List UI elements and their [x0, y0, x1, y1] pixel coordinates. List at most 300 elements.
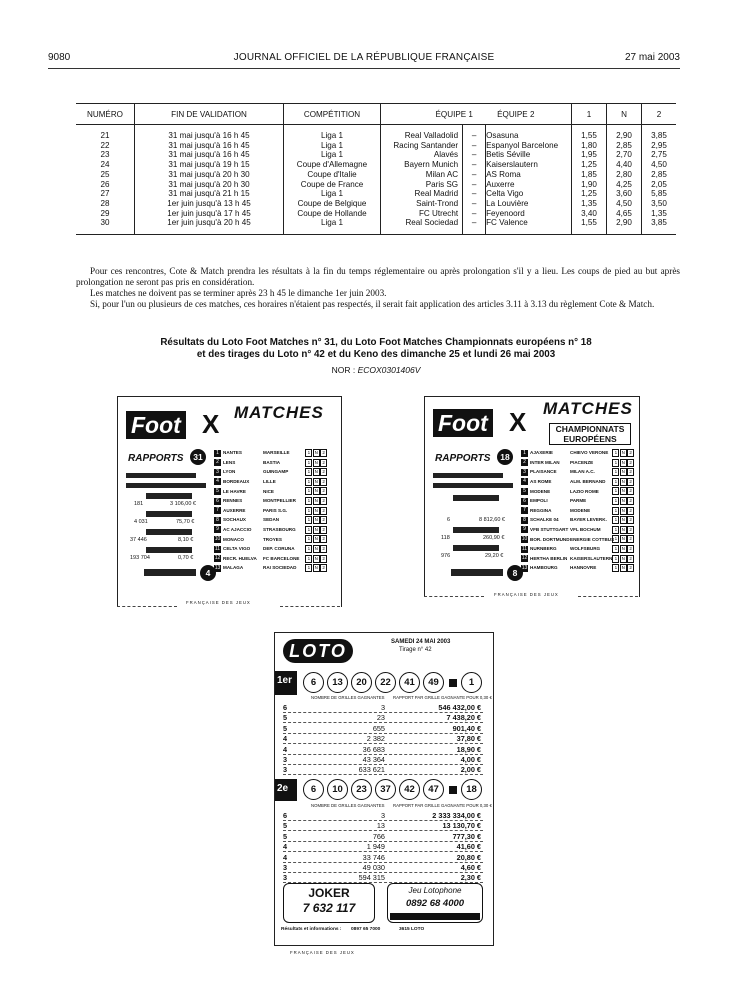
drawn-ball: 23 — [351, 779, 372, 800]
rank: 5 — [283, 831, 288, 841]
team-separator: – — [463, 209, 486, 219]
match-index: 10 — [521, 535, 528, 542]
table-row — [76, 189, 676, 199]
col-header: COMPÉTITION — [284, 104, 381, 125]
winner-count: 1 949 — [366, 842, 385, 852]
match-odds-table — [76, 103, 676, 235]
match-row — [521, 497, 634, 505]
odds-2: 2,05 — [642, 180, 677, 190]
loto-ticket — [274, 632, 494, 946]
validation-end: 31 mai jusqu'à 19 h 15 — [135, 160, 284, 170]
result-boxes: 1 N 2 — [612, 487, 634, 495]
drawn-ball: 22 — [375, 672, 396, 693]
draw2-label: 2e — [277, 783, 289, 794]
result-boxes: 1 N 2 — [305, 535, 327, 543]
match-row — [214, 564, 327, 572]
odds-n: 4,25 — [607, 180, 642, 190]
odds-n: 3,60 — [607, 189, 642, 199]
result-boxes: 1 N 2 — [612, 449, 634, 457]
draw1-label: 1er — [277, 675, 293, 686]
home-team: AUXERRE — [223, 507, 246, 513]
home-team: BOR. DORTMUND — [530, 536, 570, 542]
prize-row — [283, 811, 483, 821]
odds-1: 1,90 — [572, 180, 607, 190]
drawn-ball: 6 — [303, 779, 324, 800]
prize-band — [146, 511, 192, 517]
away-team: LILLE — [263, 479, 276, 485]
lotophone-band — [390, 913, 480, 920]
result-boxes: 1 N 2 — [305, 449, 327, 457]
loto-foot-ticket-31 — [117, 396, 342, 607]
away-team: PIACENZE — [570, 459, 594, 465]
validation-end: 31 mai jusqu'à 16 h 45 — [135, 125, 284, 141]
rank: 5 — [283, 821, 288, 831]
prize-band — [126, 473, 196, 478]
home-team: AJAXERIE — [530, 450, 553, 456]
match-number: 30 — [76, 218, 135, 234]
drawn-ball: 13 — [327, 672, 348, 693]
match-row — [521, 507, 634, 515]
table-row — [76, 170, 676, 180]
match-row — [521, 459, 634, 467]
prize-count: 181 — [134, 501, 144, 507]
away-team: PARME — [570, 498, 587, 504]
match-row — [521, 535, 634, 543]
gain-amount: 13 130,70 € — [442, 821, 481, 831]
winner-count: 766 — [372, 831, 385, 841]
validation-end: 31 mai jusqu'à 20 h 30 — [135, 170, 284, 180]
away-team: MILAN A.C. — [570, 469, 595, 475]
subtitle-line: EUROPÉENS — [563, 434, 617, 444]
notes — [76, 266, 680, 310]
prize-band — [451, 569, 503, 576]
validation-end: 1er juin jusqu'à 13 h 45 — [135, 199, 284, 209]
complementary-marker — [449, 679, 457, 687]
odds-n: 4,40 — [607, 160, 642, 170]
result-boxes: 1 N 2 — [612, 555, 634, 563]
team-1: Alavés — [381, 150, 463, 160]
prize-row — [283, 745, 483, 755]
gain-amount: 7 438,20 € — [446, 713, 481, 723]
page-header — [48, 52, 680, 66]
away-team: VFL BOCHUM — [570, 527, 601, 533]
home-team: MALAGA — [223, 565, 244, 571]
prize-band — [146, 547, 192, 553]
match-index: 6 — [214, 498, 221, 505]
competition: Coupe de France — [284, 180, 381, 190]
match-index: 12 — [214, 555, 221, 562]
ticket-divider — [578, 596, 638, 597]
column-header: RAPPORT PAR GRILLE GAGNANTE POUR 0,30 € — [393, 695, 492, 700]
match-row — [214, 459, 327, 467]
gain-amount: 4,60 € — [460, 863, 481, 872]
result-boxes: 1 N 2 — [305, 564, 327, 572]
match-row — [521, 564, 634, 572]
match-row — [521, 478, 634, 486]
prize-band — [126, 483, 206, 488]
col-header: N — [607, 104, 642, 125]
lotophone-label: Jeu Lotophone — [408, 886, 462, 895]
away-team: MONTPELLIER — [263, 498, 296, 504]
ticket-divider — [424, 596, 484, 597]
team-2: Kaiserslautern — [486, 160, 572, 170]
team-1: Real Madrid — [381, 189, 463, 199]
gain-amount: 18,90 € — [456, 744, 481, 754]
journal-title: JOURNAL OFFICIEL DE LA RÉPUBLIQUE FRANÇAISE — [233, 52, 495, 63]
team-2: Osasuna — [486, 125, 572, 141]
match-index: 5 — [214, 488, 221, 495]
match-index: 2 — [214, 459, 221, 466]
ticket-title: MATCHES — [543, 399, 633, 418]
rank: 3 — [283, 863, 288, 872]
loto-logo: LOTO — [283, 639, 353, 663]
gain-amount: 37,80 € — [456, 734, 481, 744]
rapports-label: RAPPORTS — [128, 453, 184, 464]
competition: Coupe de Hollande — [284, 209, 381, 219]
result-boxes: 1 N 2 — [305, 459, 327, 467]
winner-count: 33 746 — [362, 852, 385, 862]
x-mark-icon: X — [509, 407, 527, 437]
match-row — [214, 545, 327, 553]
result-boxes: 1 N 2 — [305, 516, 327, 524]
prize-band — [453, 495, 499, 501]
match-row — [521, 526, 634, 534]
prize-count: 37 446 — [130, 537, 147, 543]
match-row — [214, 487, 327, 495]
home-team: CELTA VIGO — [223, 546, 251, 552]
rank: 6 — [283, 811, 288, 820]
team-separator: – — [463, 150, 486, 160]
result-boxes: 1 N 2 — [612, 545, 634, 553]
prize-band — [146, 493, 192, 499]
result-boxes: 1 N 2 — [612, 507, 634, 515]
rank-badge: 4 — [200, 565, 216, 581]
match-index: 1 — [521, 450, 528, 457]
odds-1: 1,35 — [572, 199, 607, 209]
home-team: AC AJACCIO — [223, 527, 252, 533]
col-header: 1 — [572, 104, 607, 125]
odds-1: 1,55 — [572, 218, 607, 234]
odds-1: 1,85 — [572, 170, 607, 180]
home-team: MODENE — [530, 488, 551, 494]
winner-count: 13 — [376, 821, 385, 831]
odds-1: 1,55 — [572, 125, 607, 141]
winner-count: 655 — [372, 723, 385, 733]
prize-row — [283, 873, 483, 883]
rank: 4 — [283, 852, 288, 862]
team-separator: – — [463, 160, 486, 170]
results-title — [76, 337, 676, 361]
match-row — [214, 535, 327, 543]
match-index: 9 — [521, 526, 528, 533]
team-1: Racing Santander — [381, 141, 463, 151]
team-separator: – — [463, 125, 486, 141]
table-row — [76, 160, 676, 170]
team-2: Betis Séville — [486, 150, 572, 160]
team-1: Real Valladolid — [381, 125, 463, 141]
away-team: FC BARCELONE — [263, 555, 300, 561]
nor-code: ECOX0301406V — [357, 365, 421, 375]
home-team: BORDEAUX — [223, 479, 250, 485]
team-1: Saint-Trond — [381, 199, 463, 209]
prize-row — [283, 853, 483, 863]
drawn-ball: 10 — [327, 779, 348, 800]
rank: 6 — [283, 703, 288, 712]
complementary-marker — [449, 786, 457, 794]
match-row — [214, 478, 327, 486]
nor-label: NOR : — [331, 365, 356, 375]
odds-1: 1,80 — [572, 141, 607, 151]
loto-foot-logo: Foot — [433, 409, 493, 437]
rank-badge: 8 — [507, 565, 523, 581]
match-index: 8 — [521, 517, 528, 524]
prize-amount: 3 106,00 € — [170, 501, 196, 507]
odds-2: 2,85 — [642, 170, 677, 180]
odds-2: 1,35 — [642, 209, 677, 219]
winner-count: 3 — [380, 703, 385, 712]
home-team: HAMBOURG — [530, 565, 558, 571]
table-row — [76, 180, 676, 190]
info-minitel: 3615 LOTO — [399, 927, 425, 932]
home-team: AS ROME — [530, 479, 552, 485]
header-rule — [48, 68, 680, 69]
match-row — [521, 545, 634, 553]
result-boxes: 1 N 2 — [612, 497, 634, 505]
competition: Liga 1 — [284, 218, 381, 234]
table-row — [76, 218, 676, 234]
prize-row — [283, 703, 483, 713]
odds-2: 3,85 — [642, 218, 677, 234]
result-boxes: 1 N 2 — [612, 468, 634, 476]
result-boxes: 1 N 2 — [305, 468, 327, 476]
drawn-ball: 41 — [399, 672, 420, 693]
loto-foot-ticket-18 — [424, 396, 640, 597]
team-2: FC Valence — [486, 218, 572, 234]
table-row — [76, 199, 676, 209]
table-header-row — [76, 104, 676, 125]
prize-amount: 29,20 € — [485, 553, 504, 559]
validation-end: 31 mai jusqu'à 16 h 45 — [135, 141, 284, 151]
prize-row — [283, 755, 483, 765]
results-title-line2: et des tirages du Loto n° 42 et du Keno des dimanche 25 et lundi 26 mai 2003 — [196, 349, 556, 360]
odds-2: 3,85 — [642, 125, 677, 141]
fdj-footer: FRANÇAISE DES JEUX — [290, 950, 355, 955]
odds-2: 5,85 — [642, 189, 677, 199]
match-index: 6 — [521, 498, 528, 505]
drawn-ball: 47 — [423, 779, 444, 800]
away-team: MARSEILLE — [263, 450, 290, 456]
prize-band — [144, 569, 196, 576]
home-team: PLAISANCE — [530, 469, 557, 475]
rank: 4 — [283, 744, 288, 754]
competition: Liga 1 — [284, 141, 381, 151]
joker-box — [283, 883, 375, 923]
match-number: 21 — [100, 131, 110, 140]
winner-count: 43 364 — [362, 755, 385, 764]
match-number: 27 — [100, 189, 110, 199]
prize-band — [453, 545, 499, 551]
prize-band — [433, 473, 503, 478]
match-row — [214, 555, 327, 563]
gain-amount: 41,60 € — [456, 842, 481, 852]
match-index: 10 — [214, 535, 221, 542]
table-row — [76, 125, 676, 141]
home-team: EMPOLI — [530, 498, 548, 504]
ticket-title: MATCHES — [234, 403, 324, 422]
match-index: 13 — [214, 564, 221, 571]
home-team: SCHALKE 04 — [530, 517, 559, 523]
rank: 4 — [283, 842, 288, 852]
joker-number: 7 632 117 — [302, 901, 356, 915]
team-2: Auxerre — [486, 180, 572, 190]
team-separator: – — [463, 141, 486, 151]
table-row — [76, 150, 676, 160]
match-index: 13 — [521, 564, 528, 571]
odds-n: 4,65 — [607, 209, 642, 219]
championship-label — [549, 423, 631, 445]
fdj-footer: FRANÇAISE DES JEUX — [494, 592, 559, 597]
match-index: 1 — [214, 450, 221, 457]
odds-1: 1,95 — [572, 150, 607, 160]
away-team: TROYES — [263, 536, 282, 542]
away-team: LAZIO ROME — [570, 488, 599, 494]
match-number: 28 — [100, 198, 110, 208]
match-row — [214, 526, 327, 534]
match-row — [214, 516, 327, 524]
match-index: 4 — [521, 478, 528, 485]
result-boxes: 1 N 2 — [612, 535, 634, 543]
drawn-ball: 37 — [375, 779, 396, 800]
competition: Liga 1 — [284, 125, 381, 141]
match-index: 11 — [214, 545, 221, 552]
col-header: ÉQUIPE 2 — [497, 109, 535, 119]
team-2: Celta Vigo — [486, 189, 572, 199]
odds-n: 2,85 — [607, 141, 642, 151]
prize-amount: 75,70 € — [176, 519, 195, 525]
away-team: HANNOVRE — [570, 565, 597, 571]
loto-foot-logo: Foot — [126, 411, 186, 439]
lotophone-box — [387, 883, 483, 923]
odds-n: 2,90 — [607, 218, 642, 234]
table-row — [76, 209, 676, 219]
odds-2: 3,50 — [642, 199, 677, 209]
note-paragraph: Les matches ne doivent pas se terminer après 23 h 45 le dimanche 1er juin 2003. — [90, 288, 387, 298]
away-team: STRASBOURG — [263, 527, 296, 533]
odds-1: 3,40 — [572, 209, 607, 219]
match-row — [521, 468, 634, 476]
prize-amount: 0,70 € — [178, 555, 194, 561]
odds-n: 4,50 — [607, 199, 642, 209]
result-boxes: 1 N 2 — [305, 478, 327, 486]
away-team: GUINGAMP — [263, 469, 289, 475]
match-row — [214, 497, 327, 505]
home-team: NURNBERG — [530, 546, 557, 552]
away-team: CHIEVO VERONE — [570, 450, 609, 456]
result-boxes: 1 N 2 — [612, 516, 634, 524]
home-team: NANTES — [223, 450, 242, 456]
rank: 5 — [283, 723, 288, 733]
match-index: 2 — [521, 459, 528, 466]
result-boxes: 1 N 2 — [612, 564, 634, 572]
match-index: 9 — [214, 526, 221, 533]
home-team: VFB STUTTGART — [530, 527, 569, 533]
prize-row — [283, 821, 483, 831]
result-boxes: 1 N 2 — [305, 507, 327, 515]
prize-row — [283, 734, 483, 744]
ticket-divider — [117, 606, 177, 607]
odds-1: 1,25 — [572, 160, 607, 170]
odds-2: 2,75 — [642, 150, 677, 160]
col-header: NUMÉRO — [76, 104, 135, 125]
match-row — [521, 555, 634, 563]
page-number: 9080 — [48, 52, 71, 63]
home-team: HERTHA BERLIN — [530, 555, 568, 561]
team-separator: – — [463, 218, 486, 234]
prize-amount: 260,90 € — [483, 535, 505, 541]
winner-count: 3 — [380, 811, 385, 820]
column-header: NOMBRE DE GRILLES GAGNANTES — [311, 695, 385, 700]
odds-n: 2,70 — [607, 150, 642, 160]
away-team: MODENE — [570, 507, 591, 513]
home-team: RENNES — [223, 498, 243, 504]
winner-count: 49 030 — [362, 863, 385, 872]
gain-amount: 4,00 € — [460, 755, 481, 764]
drawn-ball: 42 — [399, 779, 420, 800]
team-2: AS Roma — [486, 170, 572, 180]
note-paragraph: Si, pour l'un ou plusieurs de ces matches, ces horaires n'étaient pas respectés, il serait fait application des articles 3.11 à 3.13 du règlement Cote & Match. — [90, 299, 655, 309]
col-header: FIN DE VALIDATION — [135, 104, 284, 125]
competition: Coupe de Belgique — [284, 199, 381, 209]
match-index: 7 — [214, 507, 221, 514]
home-team: MONACO — [223, 536, 244, 542]
odds-2: 4,50 — [642, 160, 677, 170]
result-boxes: 1 N 2 — [305, 545, 327, 553]
validation-end: 1er juin jusqu'à 20 h 45 — [135, 218, 284, 234]
lotophone-number: 0892 68 4000 — [405, 898, 465, 909]
gain-amount: 2,30 € — [460, 873, 481, 883]
team-1: FC Utrecht — [381, 209, 463, 219]
competition: Liga 1 — [284, 150, 381, 160]
draw-number: Tirage n° 42 — [399, 647, 432, 653]
issue-date: 27 mai 2003 — [624, 52, 680, 63]
home-team: SOCHAUX — [223, 517, 246, 523]
prize-count: 4 031 — [134, 519, 148, 525]
col-header: 2 — [642, 104, 677, 125]
away-team: RAI SOCIEDAD — [263, 565, 297, 571]
odds-2: 2,95 — [642, 141, 677, 151]
match-row — [214, 507, 327, 515]
winner-count: 633 621 — [358, 765, 385, 775]
team-2: La Louvière — [486, 199, 572, 209]
team-1: Paris SG — [381, 180, 463, 190]
away-team: ENERGIE COTTBUS — [570, 536, 615, 542]
team-2: Feyenoord — [486, 209, 572, 219]
match-index: 11 — [521, 545, 528, 552]
rank: 3 — [283, 755, 288, 764]
results-title-line1: Résultats du Loto Foot Matches n° 31, du Loto Foot Matches Championnats européens n° 18 — [160, 337, 592, 348]
odds-n: 2,90 — [607, 125, 642, 141]
match-row — [214, 449, 327, 457]
home-team: INTER MILAN — [530, 459, 560, 465]
gain-amount: 20,80 € — [456, 852, 481, 862]
ticket-divider — [280, 606, 340, 607]
prize-band — [146, 529, 192, 535]
info-label: Résultats et informations : — [281, 927, 342, 932]
rank: 3 — [283, 765, 288, 775]
home-team: LENS — [223, 459, 236, 465]
fdj-footer: FRANÇAISE DES JEUX — [186, 600, 251, 605]
table-row — [76, 141, 676, 151]
